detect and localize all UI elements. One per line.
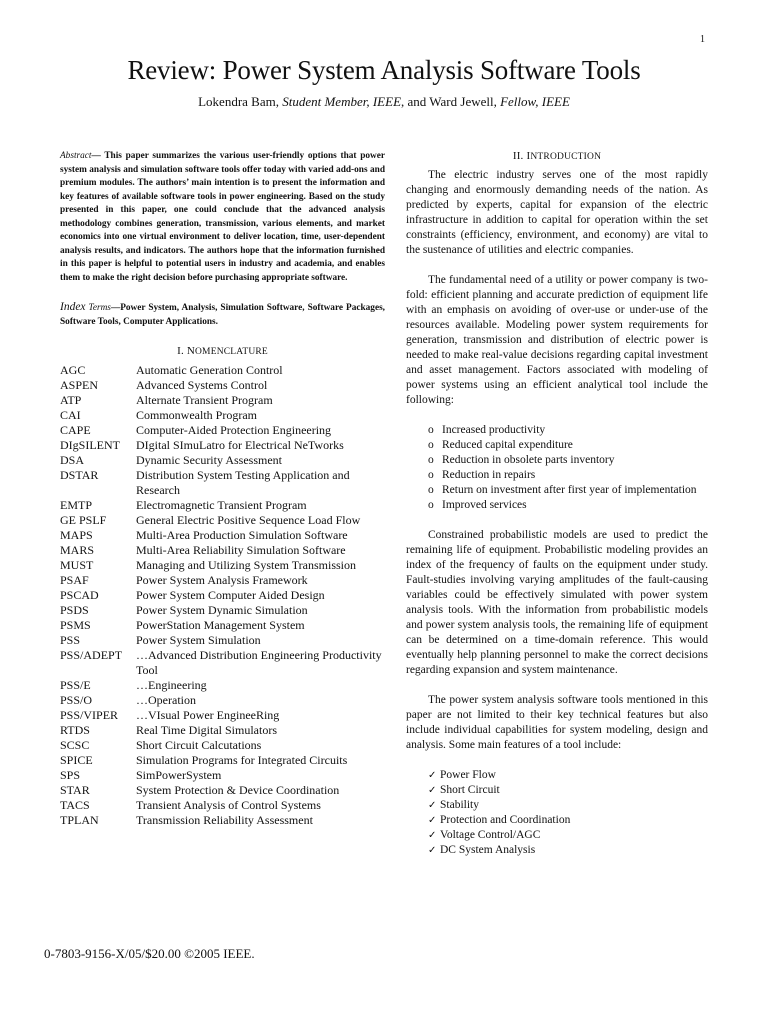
nomenclature-abbreviation: PSCAD xyxy=(60,588,99,602)
factor-bullet-text: Reduction in obsolete parts inventory xyxy=(442,454,615,466)
index-terms-label: Index xyxy=(60,301,86,313)
nomenclature-abbreviation: PSS/ADEPT xyxy=(60,648,123,662)
nomenclature-definition: General Electric Positive Sequence Load Flow xyxy=(136,513,361,527)
feature-text: Power Flow xyxy=(440,769,496,781)
factor-bullet-text: Improved services xyxy=(442,499,527,511)
nomenclature-row xyxy=(60,618,385,633)
nomenclature-row xyxy=(60,738,385,753)
nomenclature-row xyxy=(60,678,385,693)
factor-bullet-text: Reduced capital expenditure xyxy=(442,439,573,451)
nomenclature-definition: Power System Analysis Framework xyxy=(136,573,308,587)
nomenclature-row xyxy=(60,783,385,798)
author-line xyxy=(0,94,768,110)
index-terms-text: —Power System, Analysis, Simulation Software, Software Packages, Software Tools, Computer Applications. xyxy=(60,303,386,327)
abstract-text: This paper summarizes the various user-friendly options that power system analysis and simulation software tools offer today with varied add-ons and premium modules. The authors’ main intention is to present the information and key features of available software tools in power engineering. Based on the study presented in this paper, one could conclude that the advanced analysis methodology combines generation, transmission, various elements, and market economics into one virtual environment to deliver location, time, user-dependent analysis results, and indicators. The authors hope that the information furnished in this paper is helpful to potential users in industry and academia, and enables them to make the right decision before purchasing appropriate software. xyxy=(60,151,385,283)
nomenclature-definition: Real Time Digital Simulators xyxy=(136,723,278,737)
nomenclature-row xyxy=(60,768,385,783)
nomenclature-row xyxy=(60,453,385,468)
nomenclature-abbreviation: TPLAN xyxy=(60,813,99,827)
feature-check-item xyxy=(428,843,708,858)
nomenclature-abbreviation: GE PSLF xyxy=(60,513,107,527)
nomenclature-definition: Transient Analysis of Control Systems xyxy=(136,798,321,812)
checkmark-icon: ✓ xyxy=(428,815,437,826)
nomenclature-abbreviation: SPS xyxy=(60,768,81,782)
nomenclature-row xyxy=(60,393,385,408)
author-1-role: Student Member, IEEE xyxy=(282,94,402,109)
nomenclature-definition: …VIsual Power EngineeRing xyxy=(136,708,280,722)
nomenclature-row xyxy=(60,543,385,558)
bullet-circle-icon: o xyxy=(428,439,434,451)
nomenclature-definition: Commonwealth Program xyxy=(136,408,257,422)
nomenclature-row xyxy=(60,408,385,423)
checkmark-icon: ✓ xyxy=(428,830,437,841)
nomenclature-definition: Managing and Utilizing System Transmission xyxy=(136,558,357,572)
checkmark-icon: ✓ xyxy=(428,785,437,796)
feature-check-item xyxy=(428,828,708,843)
nomenclature-definition: Power System Dynamic Simulation xyxy=(136,603,308,617)
nomenclature-abbreviation: PSDS xyxy=(60,603,89,617)
nomenclature-definition: Alternate Transient Program xyxy=(136,393,273,407)
bullet-circle-icon: o xyxy=(428,484,434,496)
nomenclature-definition: Power System Computer Aided Design xyxy=(136,588,325,602)
nomenclature-abbreviation: SPICE xyxy=(60,753,93,767)
nomenclature-abbreviation: DSTAR xyxy=(60,468,99,482)
introduction-cap: I xyxy=(526,150,531,162)
nomenclature-definition: Electromagnetic Transient Program xyxy=(136,498,307,512)
left-column xyxy=(60,150,385,828)
feature-text: Protection and Coordination xyxy=(440,814,571,826)
nomenclature-abbreviation: TACS xyxy=(60,798,90,812)
nomenclature-row xyxy=(60,513,385,528)
nomenclature-row xyxy=(60,588,385,603)
intro-paragraph-1: The electric industry serves one of the most rapidly changing and enormously demanding needs of the nation. As predicted by experts, capital for expansion of the electric infrastructure in addition to capital for operation within the set constraints (efficiency, environment, and economy) are vital to the sustenance of utilities and electric companies. xyxy=(406,169,708,256)
nomenclature-abbreviation: ASPEN xyxy=(60,378,99,392)
nomenclature-abbreviation: EMTP xyxy=(60,498,93,512)
nomenclature-definition: Multi-Area Production Simulation Software xyxy=(136,528,348,542)
nomenclature-abbreviation: MUST xyxy=(60,558,94,572)
intro-paragraph-3: Constrained probabilistic models are used to predict the remaining life of equipment. Probabilistic modeling provides an index of the frequency of faults on the equipment under study. Fault-studies involving varying amplitudes of the fault-causing variables could be effectively simulated with power system analysis tools. With the information from probabilistic models and power system analysis tools, the remaining life of equipment can be determined on a time-domain reference. This would eventually help planning personnel to make the correct decisions regarding expansion and system maintenance. xyxy=(406,529,708,676)
nomenclature-abbreviation: MAPS xyxy=(60,528,93,542)
bullet-circle-icon: o xyxy=(428,454,434,466)
nomenclature-abbreviation: CAPE xyxy=(60,423,91,437)
nomenclature-definition: Multi-Area Reliability Simulation Software xyxy=(136,543,346,557)
introduction-numeral: II. xyxy=(512,150,527,162)
index-terms xyxy=(60,301,385,329)
nomenclature-abbreviation: PSAF xyxy=(60,573,89,587)
nomenclature-abbreviation: DIgSILENT xyxy=(60,438,120,452)
nomenclature-abbreviation: PSS/VIPER xyxy=(60,708,119,722)
nomenclature-row xyxy=(60,693,385,708)
nomenclature-row xyxy=(60,423,385,438)
paper-title: Review: Power System Analysis Software Tools xyxy=(127,55,641,85)
checkmark-icon: ✓ xyxy=(428,770,437,781)
intro-paragraph-4: The power system analysis software tools mentioned in this paper are not limited to their key technical features but also include individual capabilities for system modeling, design and analysis. Some main features of a tool include: xyxy=(406,694,708,751)
copyright-footer: 0-7803-9156-X/05/$20.00 ©2005 IEEE. xyxy=(44,946,255,961)
abstract-label: Abstract xyxy=(60,151,92,161)
nomenclature-abbreviation: STAR xyxy=(60,783,90,797)
nomenclature-definition: Transmission Reliability Assessment xyxy=(136,813,313,827)
feature-text: Short Circuit xyxy=(440,784,500,796)
nomenclature-definition: …Operation xyxy=(136,693,196,707)
nomenclature-definition: Computer-Aided Protection Engineering xyxy=(136,423,332,437)
nomenclature-row xyxy=(60,558,385,573)
factor-bullet-item xyxy=(406,423,708,438)
feature-check-item xyxy=(428,768,708,783)
nomenclature-row xyxy=(60,363,385,378)
factor-bullet-list xyxy=(406,423,708,513)
author-2-role: Fellow, IEEE xyxy=(500,94,570,109)
page-number: 1 xyxy=(700,34,705,45)
checkmark-icon: ✓ xyxy=(428,800,437,811)
nomenclature-definition: Short Circuit Calcutations xyxy=(136,738,262,752)
nomenclature-abbreviation: PSMS xyxy=(60,618,91,632)
nomenclature-heading xyxy=(60,345,385,357)
nomenclature-row xyxy=(60,378,385,393)
bullet-circle-icon: o xyxy=(428,424,434,436)
nomenclature-row xyxy=(60,468,385,498)
nomenclature-definition: …Advanced Distribution Engineering Productivity Tool xyxy=(136,648,382,677)
author-joiner: , and Ward Jewell, xyxy=(401,94,501,109)
nomenclature-definition: Simulation Programs for Integrated Circuits xyxy=(136,753,348,767)
nomenclature-cap: N xyxy=(186,345,195,357)
nomenclature-row xyxy=(60,633,385,648)
feature-text: DC System Analysis xyxy=(440,844,536,856)
feature-check-item xyxy=(428,798,708,813)
nomenclature-abbreviation: AGC xyxy=(60,363,86,377)
nomenclature-definition: SimPowerSystem xyxy=(136,768,222,782)
nomenclature-definition: Power System Simulation xyxy=(136,633,261,647)
bullet-circle-icon: o xyxy=(428,499,434,511)
nomenclature-row xyxy=(60,438,385,453)
bullet-circle-icon: o xyxy=(428,469,434,481)
feature-check-item xyxy=(428,783,708,798)
nomenclature-row xyxy=(60,528,385,543)
nomenclature-definition: PowerStation Management System xyxy=(136,618,305,632)
nomenclature-abbreviation: PSS/O xyxy=(60,693,93,707)
nomenclature-row xyxy=(60,708,385,723)
nomenclature-definition: Automatic Generation Control xyxy=(136,363,283,377)
feature-text: Stability xyxy=(440,799,479,811)
nomenclature-numeral: I. xyxy=(177,345,187,357)
feature-text: Voltage Control/AGC xyxy=(440,829,541,841)
nomenclature-abbreviation: PSS/E xyxy=(60,678,91,692)
right-column xyxy=(406,150,708,858)
factor-bullet-text: Reduction in repairs xyxy=(442,469,536,481)
checkmark-icon: ✓ xyxy=(428,845,437,856)
nomenclature-abbreviation: MARS xyxy=(60,543,95,557)
factor-bullet-item xyxy=(406,438,708,453)
nomenclature-rest: OMENCLATURE xyxy=(195,347,268,357)
nomenclature-definition: …Engineering xyxy=(136,678,207,692)
nomenclature-row xyxy=(60,498,385,513)
introduction-heading xyxy=(406,150,708,162)
nomenclature-row xyxy=(60,813,385,828)
nomenclature-row xyxy=(60,648,385,678)
nomenclature-abbreviation: DSA xyxy=(60,453,85,467)
nomenclature-definition: DIgital SImuLatro for Electrical NeTworks xyxy=(136,438,344,452)
nomenclature-definition: Advanced Systems Control xyxy=(136,378,268,392)
abstract xyxy=(60,150,385,285)
factor-bullet-text: Increased productivity xyxy=(442,424,546,436)
nomenclature-row xyxy=(60,723,385,738)
nomenclature-row xyxy=(60,798,385,813)
nomenclature-table xyxy=(60,363,385,828)
feature-check-item xyxy=(428,813,708,828)
nomenclature-abbreviation: RTDS xyxy=(60,723,90,737)
intro-paragraph-2: The fundamental need of a utility or power company is two-fold: efficient planning and accurate prediction of equipment life with an emphasis on avoiding of over-use or under-use of the resources available. Modeling power system requirements for generation, transmission and distribution of electric power is needed to make real-value decisions regarding capital investment and asset management. Factors associated with modeling of power systems using an efficient analytical tool include the following: xyxy=(406,274,708,406)
abstract-dash: — xyxy=(91,151,101,161)
nomenclature-row xyxy=(60,573,385,588)
nomenclature-row xyxy=(60,753,385,768)
nomenclature-abbreviation: SCSC xyxy=(60,738,90,752)
nomenclature-abbreviation: CAI xyxy=(60,408,81,422)
index-terms-label-2: Terms xyxy=(85,303,111,313)
nomenclature-definition: System Protection & Device Coordination xyxy=(136,783,340,797)
nomenclature-definition: Distribution System Testing Application and Research xyxy=(136,468,350,497)
introduction-rest: NTRODUCTION xyxy=(530,152,602,162)
factor-bullet-item xyxy=(406,468,708,483)
factor-bullet-item xyxy=(406,483,708,498)
factor-bullet-text: Return on investment after first year of implementation xyxy=(442,484,697,496)
nomenclature-abbreviation: PSS xyxy=(60,633,81,647)
nomenclature-definition: Dynamic Security Assessment xyxy=(136,453,282,467)
factor-bullet-item xyxy=(406,498,708,513)
nomenclature-abbreviation: ATP xyxy=(60,393,82,407)
feature-check-list xyxy=(406,768,708,858)
factor-bullet-item xyxy=(406,453,708,468)
author-1: Lokendra Bam, xyxy=(198,94,283,109)
nomenclature-row xyxy=(60,603,385,618)
